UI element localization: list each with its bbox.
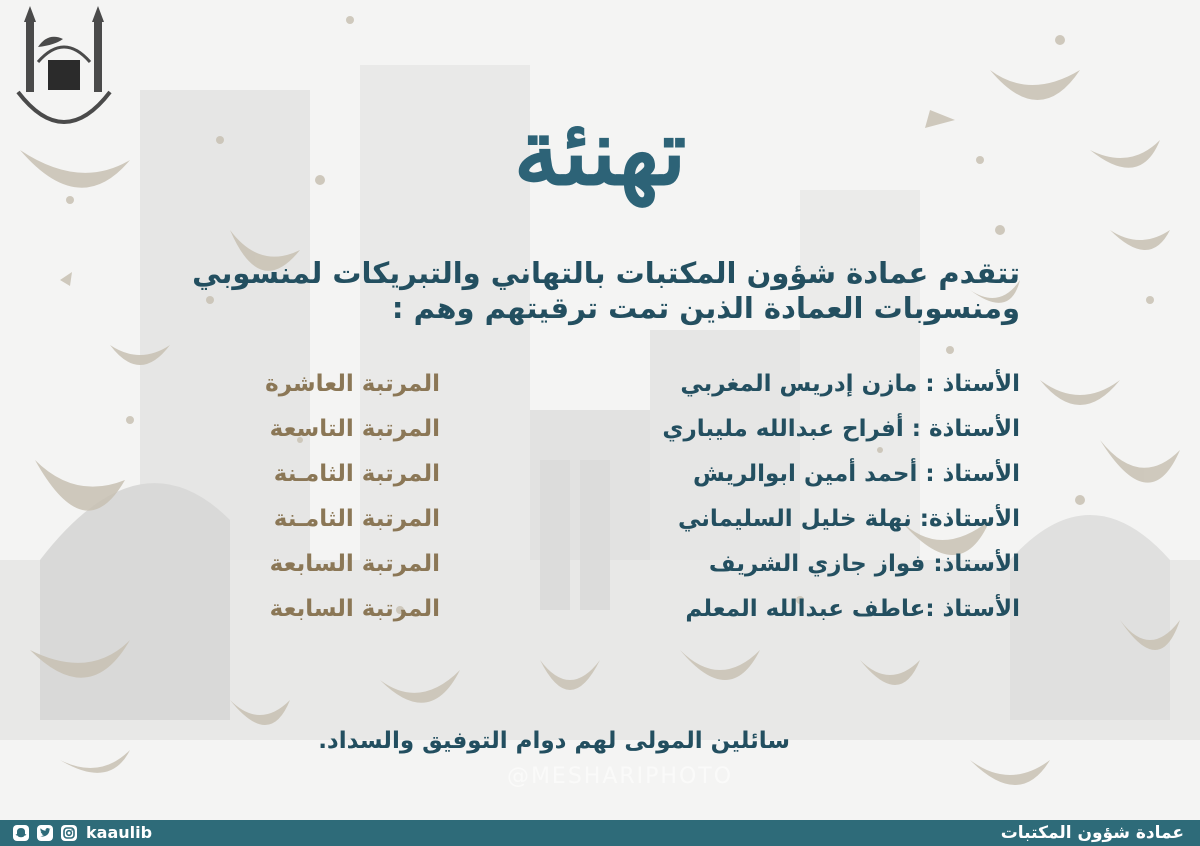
employee-name: الأستاذ : مازن إدريس المغربي bbox=[680, 371, 1020, 397]
social-links bbox=[12, 823, 152, 843]
employee-rank: المرتبة الثامـنة bbox=[273, 506, 440, 532]
instagram-icon[interactable] bbox=[60, 824, 78, 842]
intro-text bbox=[192, 256, 1020, 326]
promotion-row bbox=[250, 546, 1020, 591]
employee-name: الأستاذ: فواز جازي الشريف bbox=[708, 551, 1020, 577]
employee-name: الأستاذة: نهلة خليل السليماني bbox=[678, 506, 1020, 532]
employee-rank: المرتبة العاشرة bbox=[265, 371, 440, 397]
employee-name: الأستاذ :عاطف عبدالله المعلم bbox=[685, 596, 1020, 622]
promotions-list bbox=[250, 366, 1020, 636]
department-name: عمادة شؤون المكتبات bbox=[1000, 823, 1184, 843]
promotion-row bbox=[250, 411, 1020, 456]
intro-line-1: تتقدم عمادة شؤون المكتبات بالتهاني والتبريكات لمنسوبي bbox=[192, 256, 1020, 290]
social-handle[interactable]: kaaulib bbox=[86, 823, 153, 842]
intro-line-2: ومنسوبات العمادة الذين تمت ترقيتهم وهم : bbox=[391, 291, 1020, 325]
promotion-row bbox=[250, 591, 1020, 636]
employee-rank: المرتبة السابعة bbox=[269, 596, 440, 622]
promotion-row bbox=[250, 456, 1020, 501]
photographer-watermark: @MESHARIPHOTO bbox=[506, 764, 734, 789]
employee-name: الأستاذة : أفراح عبدالله مليباري bbox=[662, 416, 1020, 442]
employee-rank: المرتبة التاسعة bbox=[269, 416, 440, 442]
employee-name: الأستاذ : أحمد أمين ابوالريش bbox=[693, 461, 1020, 487]
university-logo bbox=[8, 2, 120, 152]
employee-rank: المرتبة السابعة bbox=[269, 551, 440, 577]
footer-bar bbox=[0, 820, 1200, 846]
closing-message: سائلين المولى لهم دوام التوفيق والسداد. bbox=[318, 728, 790, 754]
promotion-row bbox=[250, 501, 1020, 546]
employee-rank: المرتبة الثامـنة bbox=[273, 461, 440, 487]
congratulations-title: تهنئة bbox=[513, 98, 687, 206]
snapchat-icon[interactable] bbox=[12, 824, 30, 842]
promotion-row bbox=[250, 366, 1020, 411]
twitter-icon[interactable] bbox=[36, 824, 54, 842]
